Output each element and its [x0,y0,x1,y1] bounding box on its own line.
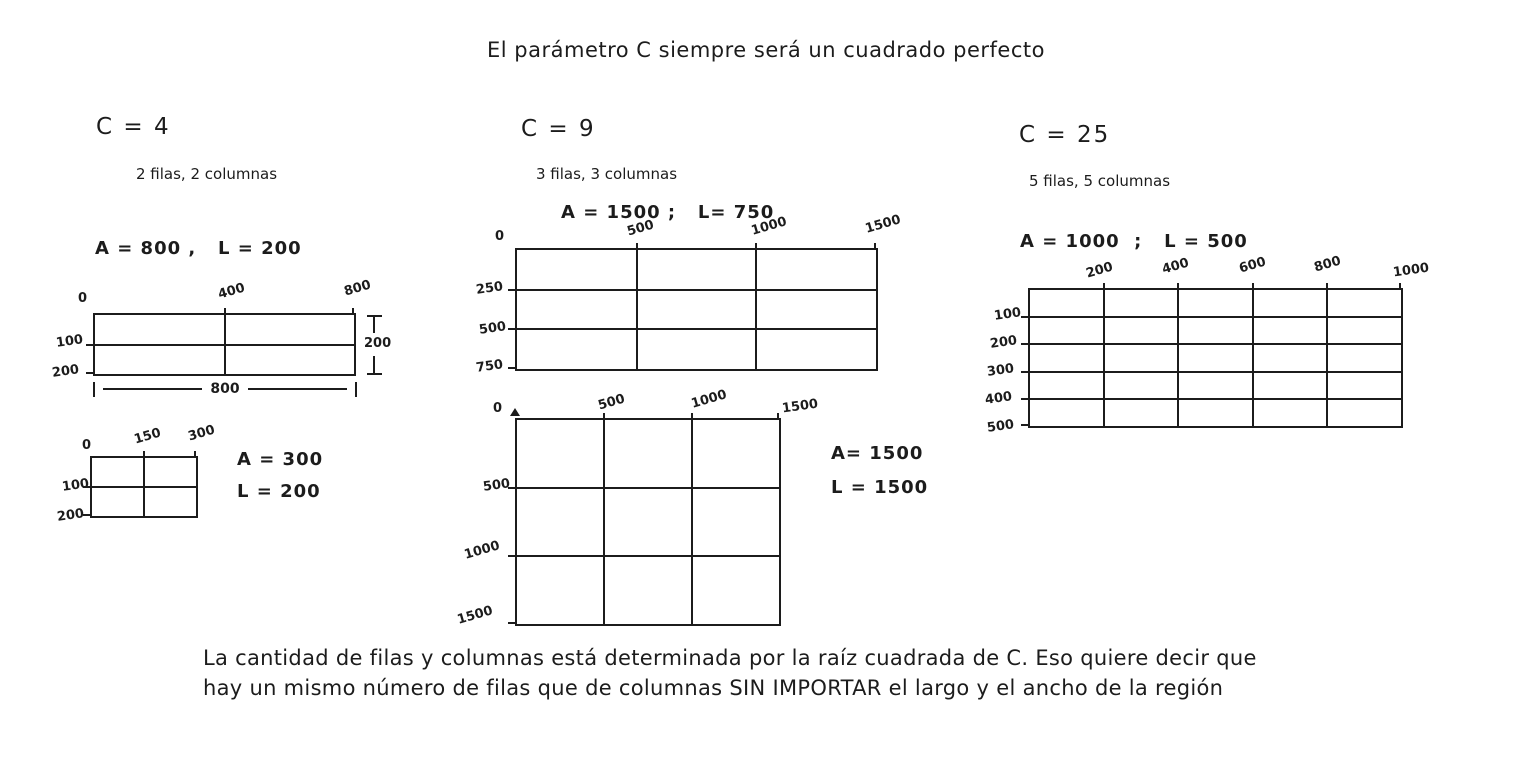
grid-line [1030,398,1401,400]
x-tick-label: 400 [1160,255,1191,278]
length-label: L = 1500 [831,477,929,498]
tick-mark [1103,283,1105,289]
dimension-value: 200 [364,336,392,351]
tick-mark [508,328,515,330]
rows-cols-label: 5 filas, 5 columnas [1029,172,1171,190]
grid-2x2-wide [93,313,356,376]
x-tick-label: 500 [596,391,627,414]
rows-cols-label: 2 filas, 2 columnas [136,165,278,183]
params-label: A = 800 , L = 200 [95,238,302,259]
dimension-stem [373,317,375,333]
tick-mark [508,555,515,557]
c-value-label: C = 25 [1019,122,1111,148]
grid-line [517,328,876,330]
y-tick-label: 250 [475,279,505,298]
y-tick-label: 750 [475,357,505,376]
x-tick-label: 800 [342,277,373,300]
tick-mark [143,451,145,457]
tick-mark [777,413,779,419]
y-tick-label: 500 [478,319,508,338]
grid-3x3-square [515,418,781,626]
x-tick-label: 0 [78,291,88,306]
grid-5x5 [1028,288,1403,428]
grid-line [95,344,354,346]
x-tick-label: 1000 [1392,260,1431,281]
x-tick-label: 800 [1312,253,1343,276]
grid-line [1030,371,1401,373]
tick-mark [1021,371,1028,373]
grid-line [517,487,779,489]
dimension-line [248,388,347,390]
grid-line [755,250,757,369]
tick-mark [1326,283,1328,289]
grid-line [517,289,876,291]
dimension-stem [373,356,375,373]
y-tick-label: 500 [482,476,512,495]
grid-line [1326,290,1328,426]
tick-mark [1021,424,1028,426]
y-tick-label: 200 [56,506,86,525]
tick-mark [1252,283,1254,289]
y-tick-label: 100 [61,476,91,495]
grid-line [1252,290,1254,426]
tick-mark [1399,283,1401,289]
y-tick-label: 200 [51,362,81,381]
x-tick-label: 200 [1084,259,1115,282]
rows-cols-label: 3 filas, 3 columnas [536,165,678,183]
params-label: A = 1500 ; L= 750 [561,202,775,223]
tick-mark [508,622,515,624]
y-tick-label: 1500 [455,603,495,628]
dimension-line [103,388,202,390]
x-tick-label: 0 [495,229,505,244]
tick-mark [755,243,757,249]
area-label: A = 300 [237,449,324,470]
page-title: El parámetro C siempre será un cuadrado perfecto [487,38,1045,62]
tick-mark [1021,398,1028,400]
height-dimension [362,315,392,377]
x-tick-label: 600 [1237,254,1268,277]
dimension-cap [367,373,382,375]
footer-note-line2: hay un mismo número de filas que de columnas SIN IMPORTAR el largo y el ancho de la región [203,676,1224,700]
x-tick-label: 1500 [863,212,903,237]
x-tick-label: 1500 [781,396,820,417]
y-tick-label: 200 [989,333,1019,352]
x-tick-label: 0 [82,438,92,453]
tick-mark [224,308,226,314]
x-tick-label: 500 [625,217,656,240]
y-tick-label: 400 [984,389,1014,408]
y-tick-label: 100 [993,305,1023,324]
dimension-cap [93,382,95,397]
c-value-label: C = 9 [521,116,596,142]
tick-mark [508,367,515,369]
area-label: A= 1500 [831,443,924,464]
tick-mark [1021,316,1028,318]
axis-arrow-icon [510,408,520,416]
width-dimension [93,381,357,397]
y-tick-label: 500 [986,417,1016,436]
x-tick-label: 400 [216,280,247,303]
dimension-cap [355,382,357,397]
grid-line [92,486,196,488]
x-tick-label: 1000 [689,387,729,412]
grid-line [1030,316,1401,318]
y-tick-label: 1000 [462,538,502,563]
tick-mark [874,243,876,249]
tick-mark [194,451,196,457]
tick-mark [86,344,93,346]
length-label: L = 200 [237,481,321,502]
footer-note-line1: La cantidad de filas y columnas está determinada por la raíz cuadrada de C. Eso quiere decir que [203,646,1257,670]
x-tick-label: 300 [186,422,217,445]
tick-mark [1177,283,1179,289]
y-tick-label: 300 [986,361,1016,380]
tick-mark [1021,343,1028,345]
tick-mark [508,289,515,291]
tick-mark [636,243,638,249]
x-tick-label: 0 [493,401,503,416]
tick-mark [603,413,605,419]
grid-3x3-wide [515,248,878,371]
tick-mark [691,413,693,419]
tick-mark [352,308,354,314]
grid-line [691,420,693,624]
grid-line [636,250,638,369]
params-label: A = 1000 ; L = 500 [1020,231,1248,252]
grid-line [517,555,779,557]
grid-line [1177,290,1179,426]
c-value-label: C = 4 [96,114,171,140]
x-tick-label: 150 [132,425,163,448]
grid-line [1030,343,1401,345]
x-tick-label: 1000 [749,214,789,239]
y-tick-label: 100 [55,332,85,351]
grid-line [1103,290,1105,426]
grid-2x2-small [90,456,198,518]
dimension-value: 800 [210,381,240,397]
tick-mark [86,372,93,374]
grid-line [603,420,605,624]
